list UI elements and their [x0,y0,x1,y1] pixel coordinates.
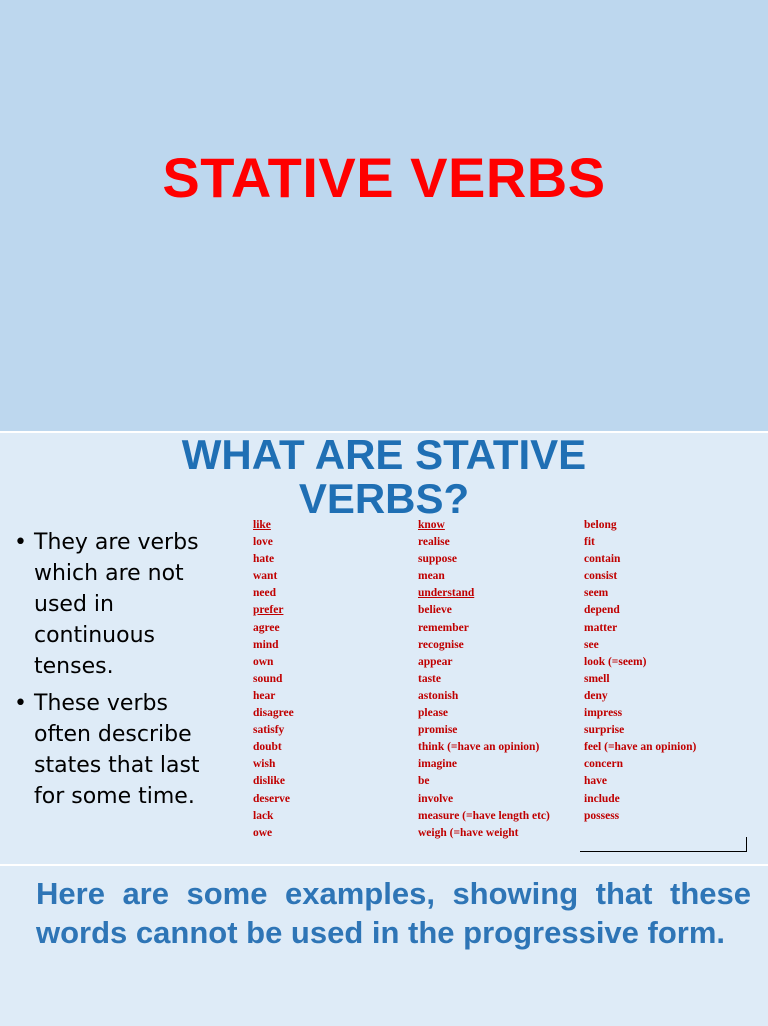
verb-item: possess [584,809,620,822]
verb-item: surprise [584,724,625,737]
verb-item: realise [418,536,450,549]
slide-title: STATIVE VERBS [162,146,606,209]
verb-item: look (=seem) [584,655,647,668]
verb-item: hear [253,689,276,702]
verb-item: feel (=have an opinion) [584,741,697,754]
verb-item: agree [253,621,280,634]
bullet-list [14,527,214,818]
verb-item: need [253,587,276,600]
verb-item: involve [418,792,454,805]
verb-item: think (=have an opinion) [418,741,540,754]
verb-item: taste [418,672,441,685]
verb-item: belong [584,519,617,531]
bullet-dot-icon: • [14,691,27,716]
bullet-item [14,688,214,812]
title-slide [0,0,768,431]
verb-item: sound [253,672,283,685]
bullet-text: These verbs often describe states that last for some time. [34,691,200,809]
verb-item: measure (=have length etc) [418,809,550,822]
verb-item: see [584,638,599,651]
verb-item: consist [584,570,618,583]
verb-item: satisfy [253,724,285,737]
verb-item: weigh (=have weight [418,826,519,839]
verb-item: be [418,775,430,788]
verb-item: wish [253,758,276,771]
verb-item: know [418,519,445,531]
verb-item: appear [418,655,453,668]
verb-item: own [253,655,274,668]
examples-intro-text: Here are some examples, showing that these words cannot be used in the progressive form. [36,876,751,950]
examples-slide [0,864,768,1026]
verb-item: include [584,792,620,805]
verb-item: remember [418,621,469,634]
verb-item: lack [253,809,274,822]
verb-column-2 [418,517,550,842]
slide-heading: WHAT ARE STATIVE VERBS? [181,431,587,522]
verb-item: deserve [253,792,291,805]
verb-item: imagine [418,758,457,771]
verb-item: owe [253,826,273,839]
verb-item: smell [584,672,610,685]
verb-item: concern [584,758,623,771]
verb-item: impress [584,707,623,720]
verb-item: deny [584,689,608,702]
verb-column-3 [584,517,696,825]
verb-item: hate [253,553,275,566]
verb-item: depend [584,604,620,617]
verb-item: love [253,536,273,549]
verb-item: like [253,519,271,531]
verb-item: prefer [253,604,284,617]
bullet-text: They are verbs which are not used in continuous tenses. [34,530,199,679]
verb-item: want [253,570,278,583]
verb-item: matter [584,621,618,634]
verb-item: seem [584,587,609,600]
verb-item: mind [253,638,279,651]
verb-item: have [584,775,607,788]
verb-item: doubt [253,741,282,754]
verb-column-1 [253,517,294,842]
verb-item: fit [584,536,595,549]
verb-item: mean [418,570,445,583]
bullet-item [14,527,214,682]
verb-item: believe [418,604,452,617]
verb-item: promise [418,724,458,737]
table-border-line [580,837,747,852]
bullet-dot-icon: • [14,530,27,555]
verb-item: please [418,707,449,720]
verb-item: recognise [418,638,464,651]
verb-item: understand [418,587,475,600]
verb-item: disagree [253,707,294,720]
definition-slide [0,431,768,866]
verb-item: astonish [418,689,459,702]
verb-item: suppose [418,553,457,566]
verb-item: contain [584,553,621,566]
verb-item: dislike [253,775,285,788]
